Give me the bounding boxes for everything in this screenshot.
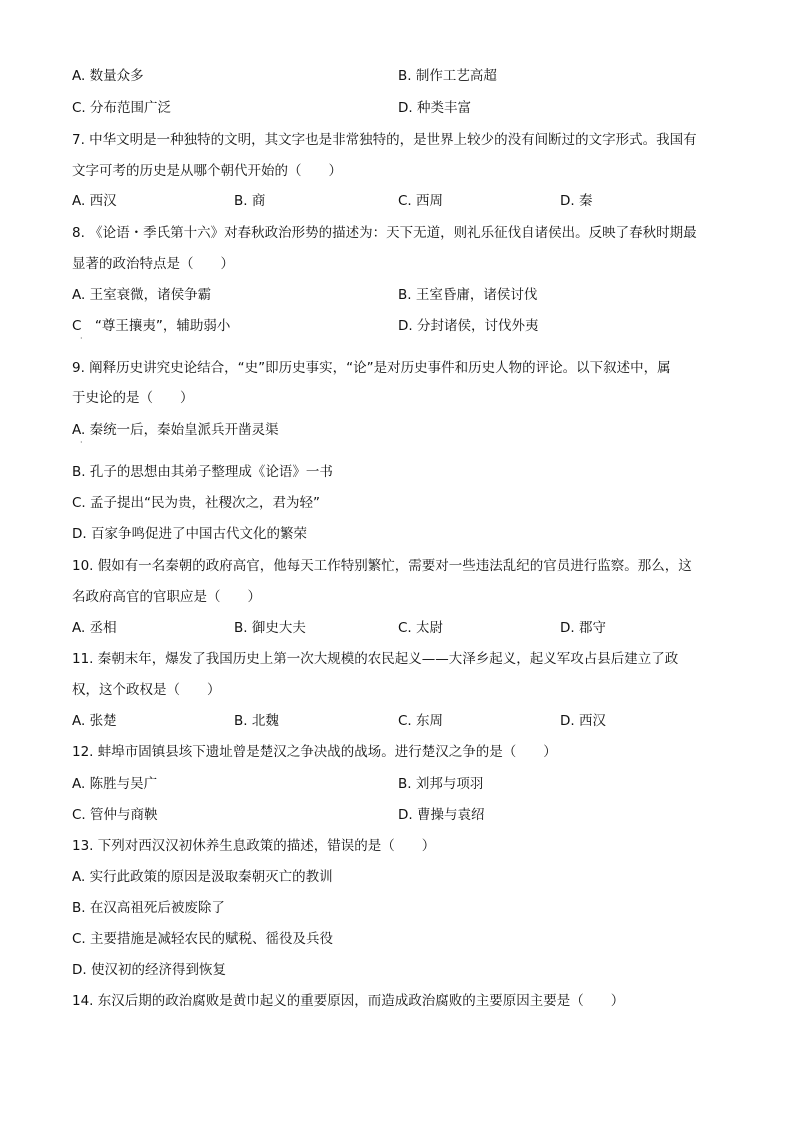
scan-artifact-dot: · [80,438,83,447]
q10-option-d: D. 郡守 [560,620,606,636]
q8-option-c: C “尊王攘夷”，辅助弱小 [72,318,231,334]
q8-stem-line-1: 8. 《论语・季氏第十六》对春秋政治形势的描述为：天下无道，则礼乐征伐自诸侯出。反映了春秋时期最 [72,225,697,241]
q13-option-c: C. 主要措施是减轻农民的赋税、徭役及兵役 [72,931,334,947]
q12-option-b: B. 刘邦与项羽 [398,776,484,792]
q6-option-b: B. 制作工艺高超 [398,68,497,84]
q7-option-d: D. 秦 [560,193,593,209]
q10-stem-line-1: 10. 假如有一名秦朝的政府高官，他每天工作特别繁忙，需要对一些违法乱纪的官员进行监察。那么，这 [72,558,692,574]
q13-option-d: D. 使汉初的经济得到恢复 [72,962,226,978]
q6-option-d: D. 种类丰富 [398,100,471,116]
q12-option-d: D. 曹操与袁绍 [398,807,485,823]
q13-option-b: B. 在汉高祖死后被废除了 [72,900,225,916]
q6-option-a: A. 数量众多 [72,68,144,84]
q9-stem-line-2: 于史论的是（ ） [72,390,194,406]
q10-option-a: A. 丞相 [72,620,117,636]
q14-stem-line-1: 14. 东汉后期的政治腐败是黄巾起义的重要原因，而造成政治腐败的主要原因主要是（ ） [72,993,625,1009]
q7-option-b: B. 商 [234,193,266,209]
q8-option-a: A. 王室衰微，诸侯争霸 [72,287,212,303]
q8-option-b: B. 王室昏庸，诸侯讨伐 [398,287,538,303]
q9-stem-line-1: 9. 阐释历史讲究史论结合，“史”即历史事实，“论”是对历史事件和历史人物的评论。以下叙述中，属 [72,360,671,376]
q12-options-row-2 [72,805,722,825]
q7-options-row [72,191,722,211]
q11-option-a: A. 张楚 [72,713,117,729]
q7-option-a: A. 西汉 [72,193,117,209]
q7-stem-line-2: 文字可考的历史是从哪个朝代开始的（ ） [72,163,342,179]
q8-stem-line-2: 显著的政治特点是（ ） [72,256,234,272]
q10-stem-line-2: 名政府高官的官职应是（ ） [72,589,261,605]
q6-options-row-1 [72,66,722,86]
q10-option-b: B. 御史大夫 [234,620,306,636]
q13-stem-line-1: 13. 下列对西汉汉初休养生息政策的描述，错误的是（ ） [72,838,436,854]
q6-option-c: C. 分布范围广泛 [72,100,172,116]
q12-option-a: A. 陈胜与吴广 [72,776,158,792]
q9-option-d: D. 百家争鸣促进了中国古代文化的繁荣 [72,526,307,542]
q6-options-row-2 [72,98,722,118]
q11-option-b: B. 北魏 [234,713,279,729]
q11-option-d: D. 西汉 [560,713,606,729]
scan-artifact-dot: · [80,334,83,343]
q8-options-row-1 [72,285,722,305]
q9-option-b: B. 孔子的思想由其弟子整理成《论语》一书 [72,464,333,480]
q12-option-c: C. 管仲与商鞅 [72,807,158,823]
q10-option-c: C. 太尉 [398,620,444,636]
q11-options-row [72,711,722,731]
q12-stem-line-1: 12. 蚌埠市固镇县垓下遗址曾是楚汉之争决战的战场。进行楚汉之争的是（ ） [72,744,557,760]
q7-stem-line-1: 7. 中华文明是一种独特的文明，其文字也是非常独特的，是世界上较少的没有间断过的文字形式。我国有 [72,132,697,148]
q9-option-c: C. 孟子提出“民为贵，社稷次之，君为轻” [72,495,320,511]
q10-options-row [72,618,722,638]
q11-stem-line-1: 11. 秦朝末年，爆发了我国历史上第一次大规模的农民起义——大泽乡起义，起义军攻占县后建立了政 [72,651,679,667]
q7-option-c: C. 西周 [398,193,444,209]
q8-option-d: D. 分封诸侯，讨伐外夷 [398,318,539,334]
q12-options-row-1 [72,774,722,794]
q11-stem-line-2: 权，这个政权是（ ） [72,682,221,698]
q11-option-c: C. 东周 [398,713,444,729]
q13-option-a: A. 实行此政策的原因是汲取秦朝灭亡的教训 [72,869,333,885]
q8-options-row-2 [72,316,722,336]
q9-option-a: A. 秦统一后，秦始皇派兵开凿灵渠 [72,422,279,438]
